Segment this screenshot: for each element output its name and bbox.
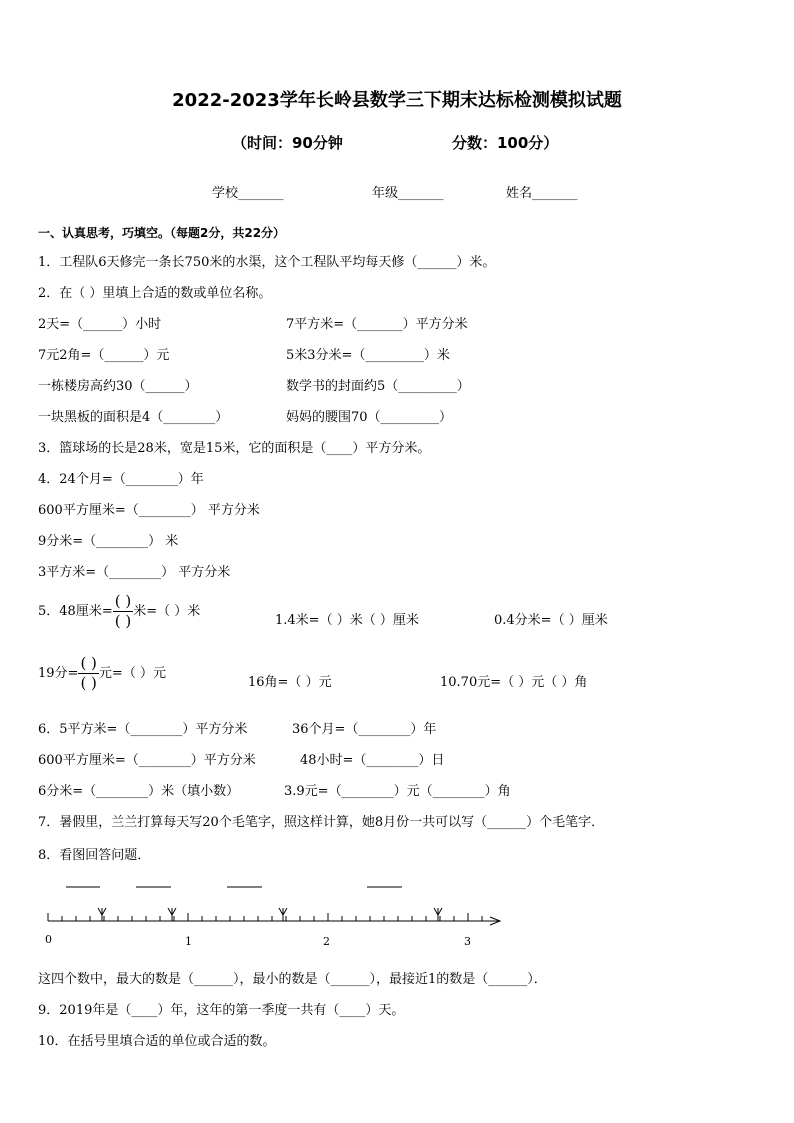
question-5-line-2 [38,655,166,692]
question-10: 10．在括号里填合适的单位或合适的数。 [38,1034,276,1049]
question-5-item: 1.4米=（ ）米（ ）厘米 [275,613,419,628]
question-6-item: 48小时=（________）日 [300,753,445,768]
marker-arrow [168,908,176,921]
page-title: 2022-2023学年长岭县数学三下期末达标检测模拟试题 [172,90,622,111]
name-field: 姓名_______ [506,186,578,201]
tick-label: 1 [185,935,192,948]
question-5-suffix: 米=（ ）米 [133,604,201,619]
fraction-numerator: ( ) [80,654,97,672]
marker-arrow [434,908,442,921]
question-2-item: 7平方米=（_______）平方分米 [286,317,468,332]
question-2-item: 2天=（______）小时 [38,317,162,332]
question-5-item: 10.70元=（ ）元（ ）角 [440,675,588,690]
question-4-line: 9分米=（________） 米 [38,534,179,549]
question-6-item: 6．5平方米=（________）平方分米 [38,722,248,737]
exam-score: 分数：100分） [452,134,559,152]
question-9: 9．2019年是（____）年，这年的第一季度一共有（____）天。 [38,1003,405,1018]
school-field: 学校_______ [212,186,284,201]
question-5-prefix: 19分= [38,666,79,681]
fraction-denominator: ( ) [80,674,97,692]
question-2-item: 一栋楼房高约30（______） [38,379,198,394]
question-3: 3．篮球场的长是28米，宽是15米，它的面积是（____）平方分米。 [38,441,431,456]
exam-time: （时间：90分钟 [232,134,343,152]
question-6-item: 3.9元=（________）元（________）角 [284,784,511,799]
question-2-item: 一块黑板的面积是4（________） [38,410,229,425]
question-6-item: 600平方厘米=（________）平方分米 [38,753,256,768]
question-8-stem: 8．看图回答问题． [38,848,151,863]
marker-arrow [98,908,106,921]
question-5-item: 16角=（ ）元 [248,675,332,690]
question-1: 1．工程队6天修完一条长750米的水渠，这个工程队平均每天修（______）米。 [38,255,496,270]
question-5-suffix: 元=（ ）元 [98,666,166,681]
fraction-denominator: ( ) [114,612,132,630]
question-4-line: 600平方厘米=（________） 平方分米 [38,503,260,518]
question-2-stem: 2．在（ ）里填上合适的数或单位名称。 [38,286,272,301]
question-4-line: 3平方米=（________） 平方分米 [38,565,231,580]
question-2-item: 数学书的封面约5（_________） [286,379,470,394]
question-2-item: 5米3分米=（_________）米 [286,348,450,363]
question-5-prefix: 5．48厘米= [38,604,113,619]
number-line [38,875,508,955]
question-2-item: 7元2角=（______）元 [38,348,170,363]
fraction [78,655,98,692]
section-heading: 一、认真思考，巧填空。（每题2分，共22分） [38,226,286,240]
grade-field: 年级_______ [372,186,444,201]
question-5-line-1 [38,593,200,630]
fraction [113,593,133,630]
tick-label: 2 [323,935,330,948]
question-5-item: 0.4分米=（ ）厘米 [494,613,608,628]
question-8-prompt: 这四个数中，最大的数是（______），最小的数是（______），最接近1的数是（______）． [38,972,547,987]
tick-label: 3 [464,935,471,948]
question-2-item: 妈妈的腰围70（_________） [286,410,453,425]
fraction-numerator: ( ) [114,592,132,610]
question-6-item: 6分米=（________）米（填小数） [38,784,240,799]
question-4-line: 4．24个月=（________）年 [38,472,204,487]
question-6-item: 36个月=（________）年 [292,722,437,737]
question-7: 7．暑假里，兰兰打算每天写20个毛笔字，照这样计算，她8月份一共可以写（______）个毛笔字． [38,815,605,830]
tick-label: 0 [45,933,52,946]
